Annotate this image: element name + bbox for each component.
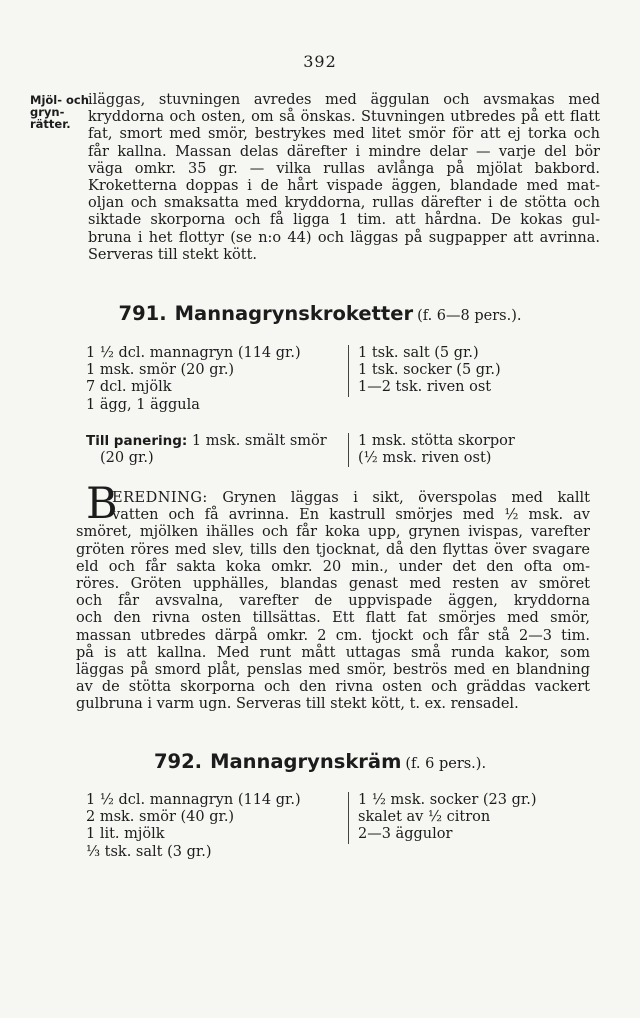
ingredient: 2—3 äggulor: [358, 826, 453, 843]
method-line: och den rivna osten tillsättas. Ett flatt fat smörjes med smör,: [76, 610, 590, 627]
recipe-791-number: 791.: [118, 302, 167, 325]
ingredients-left-column: [86, 792, 301, 861]
method-line: vatten och få avrinna. En kastrull smörjes med ½ msk. av: [112, 507, 590, 524]
page-number: 392: [303, 52, 337, 71]
intro-line: siktade skorporna och få ligga 1 tim. att hårdna. De kokas gul-: [88, 212, 600, 229]
method-text: Grynen läggas i sikt, överspolas med kallt: [222, 490, 590, 506]
recipe-791-ingredients: [86, 345, 526, 417]
recipe-791-method: [76, 479, 590, 714]
recipe-791-heading: [0, 302, 640, 325]
panering-left-column: [86, 433, 327, 467]
method-line: och får avsvalna, varefter de uppvispade äggen, kryddorna: [76, 593, 590, 610]
intro-line: iläggas, stuvningen avredes med äggulan och avsmakas med: [88, 92, 600, 108]
method-line: på is att kallna. Med runt mått uttagas små runda kakor, som: [76, 644, 590, 661]
method-line: eld och får sakta koka omkr. 20 min., under det den ofta om-: [76, 558, 590, 575]
method-line: av de stötta skorporna och den rivna osten och gräddas vackert: [76, 679, 590, 696]
intro-line: fat, smort med smör, bestrykes med litet smör för att ej torka och: [88, 126, 600, 143]
recipe-791-serves: (f. 6—8 pers.).: [417, 308, 522, 324]
method-heading: EREDNING:: [112, 490, 208, 506]
ingredient: 1 tsk. socker (5 gr.): [358, 362, 501, 379]
intro-line: bruna i het flottyr (se n:o 44) och läggas på sugpapper att avrinna.: [88, 229, 600, 246]
intro-line: väga omkr. 35 gr. — vilka rullas avlånga på mjölat bakbord.: [88, 160, 600, 177]
recipe-792-ingredients: [86, 792, 537, 864]
intro-paragraph: [88, 92, 600, 264]
ingredients-left-column: [86, 345, 301, 414]
intro-line: Serveras till stekt kött.: [88, 246, 258, 263]
margin-note-line: gryn-: [30, 105, 65, 119]
method-line: smöret, mjölken ihälles och får koka upp, grynen ivispas, varefter: [76, 524, 590, 541]
ingredients-right-column: [348, 345, 501, 397]
intro-line: Kroketterna doppas i de hårt vispade äggen, blandade med mat-: [88, 178, 600, 195]
ingredient: ⅓ tsk. salt (3 gr.): [86, 843, 212, 860]
ingredient: 1 ½ msk. socker (23 gr.): [358, 792, 537, 808]
recipe-792-number: 792.: [153, 750, 203, 773]
panering-right-column: [348, 433, 515, 467]
panering-ingredient: (20 gr.): [100, 450, 154, 467]
method-line: läggas på smord plåt, penslas med smör, beströs med en blandning: [76, 662, 590, 679]
recipe-791-title: Mannagrynskroketter: [174, 302, 414, 325]
margin-note: [30, 93, 89, 131]
ingredient: 1 lit. mjölk: [86, 826, 165, 843]
intro-line: får kallna. Massan delas därefter i mindre delar — varje del bör: [88, 143, 600, 160]
method-line: röres. Gröten upphälles, blandas genast med resten av smöret: [76, 576, 590, 593]
ingredient: 1 msk. smör (20 gr.): [86, 362, 235, 379]
recipe-792-title: Mannagrynskräm: [210, 750, 402, 773]
drop-cap: B: [86, 479, 118, 529]
ingredient: 2 msk. smör (40 gr.): [86, 809, 235, 826]
ingredient: 7 dcl. mjölk: [86, 379, 172, 396]
intro-line: oljan och smaksatta med kryddorna, rullas därefter i de stötta och: [88, 195, 600, 212]
panering-ingredient: 1 msk. smält smör: [191, 433, 327, 449]
margin-note-line: rätter.: [30, 117, 71, 131]
ingredients-right-column: [348, 792, 537, 844]
method-line: gröten röres med slev, tills den tjocknat, då den flyttas över svagare: [76, 541, 590, 558]
recipe-791-panering: [86, 433, 526, 473]
ingredient: 1 ägg, 1 äggula: [86, 396, 200, 413]
ingredient: 1 tsk. salt (5 gr.): [358, 345, 479, 361]
ingredient: 1 ½ dcl. mannagryn (114 gr.): [86, 792, 301, 808]
ingredient: 1—2 tsk. riven ost: [358, 379, 492, 396]
intro-line: kryddorna och osten, om så önskas. Stuvningen utbredes på ett flatt: [88, 109, 600, 126]
ingredient: skalet av ½ citron: [358, 809, 491, 826]
panering-line: [86, 433, 327, 450]
panering-ingredient: 1 msk. stötta skorpor: [358, 433, 515, 449]
method-line: massan utbredes därpå omkr. 2 cm. tjockt och får stå 2—3 tim.: [76, 627, 590, 644]
margin-note-line: Mjöl- och: [30, 93, 89, 107]
panering-ingredient: (½ msk. riven ost): [358, 450, 492, 467]
method-line: gulbruna i varm ugn. Serveras till stekt kött, t. ex. rensadel.: [76, 696, 519, 713]
recipe-792-heading: [0, 750, 640, 773]
panering-label: Till panering:: [86, 433, 188, 449]
recipe-792-serves: (f. 6 pers.).: [405, 756, 487, 772]
ingredient: 1 ½ dcl. mannagryn (114 gr.): [86, 345, 301, 361]
